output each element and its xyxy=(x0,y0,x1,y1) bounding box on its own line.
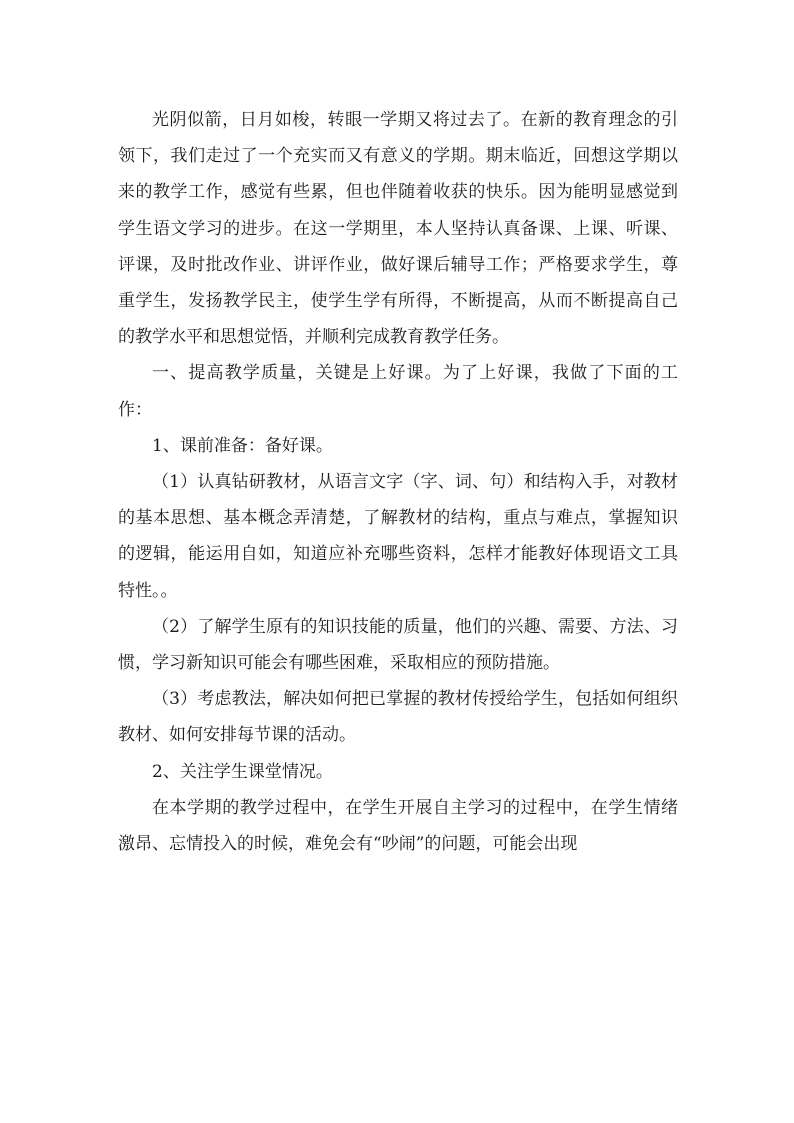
intro-paragraph: 光阴似箭，日月如梭，转眼一学期又将过去了。在新的教育理念的引领下，我们走过了一个充实而又有意义的学期。期末临近，回想这学期以来的教学工作，感觉有些累，但也伴随着收获的快乐。因为能明显感觉到学生语文学习的进步。在这一学期里，本人坚持认真备课、上课、听课、评课，及时批改作业、讲评作业，做好课后辅导工作；严格要求学生，尊重学生，发扬教学民主，使学生学有所得，不断提高，从而不断提高自己的教学水平和思想觉悟，并顺利完成教育教学任务。 xyxy=(118,110,678,348)
item-2-understand-students: （2）了解学生原有的知识技能的质量，他们的兴趣、需要、方法、习惯，学习新知识可能会有哪些困难，采取相应的预防措施。 xyxy=(118,616,678,674)
subheading-lesson-prep: 1、课前准备：备好课。 xyxy=(152,435,333,456)
section-heading-1: 一、提高教学质量，关键是上好课。为了上好课，我做了下面的工作： xyxy=(118,363,678,420)
subheading-classroom: 2、关注学生课堂情况。 xyxy=(152,761,333,782)
document-body xyxy=(118,102,678,862)
item-3-teaching-methods: （3）考虑教法，解决如何把已掌握的教材传授给学生，包括如何组织教材、如何安排每节课的活动。 xyxy=(118,689,678,746)
item-1-study-textbook: （1）认真钻研教材，从语言文字（字、词、句）和结构入手，对教材的基本思想、基本概念弄清楚，了解教材的结构，重点与难点，掌握知识的逻辑，能运用自如，知道应补充哪些资料，怎样才能教好体现语文工具特性。。 xyxy=(118,472,678,601)
classroom-paragraph: 在本学期的教学过程中，在学生开展自主学习的过程中，在学生情绪激昂、忘情投入的时候，难免会有“吵闹”的问题，可能会出现 xyxy=(118,797,678,855)
